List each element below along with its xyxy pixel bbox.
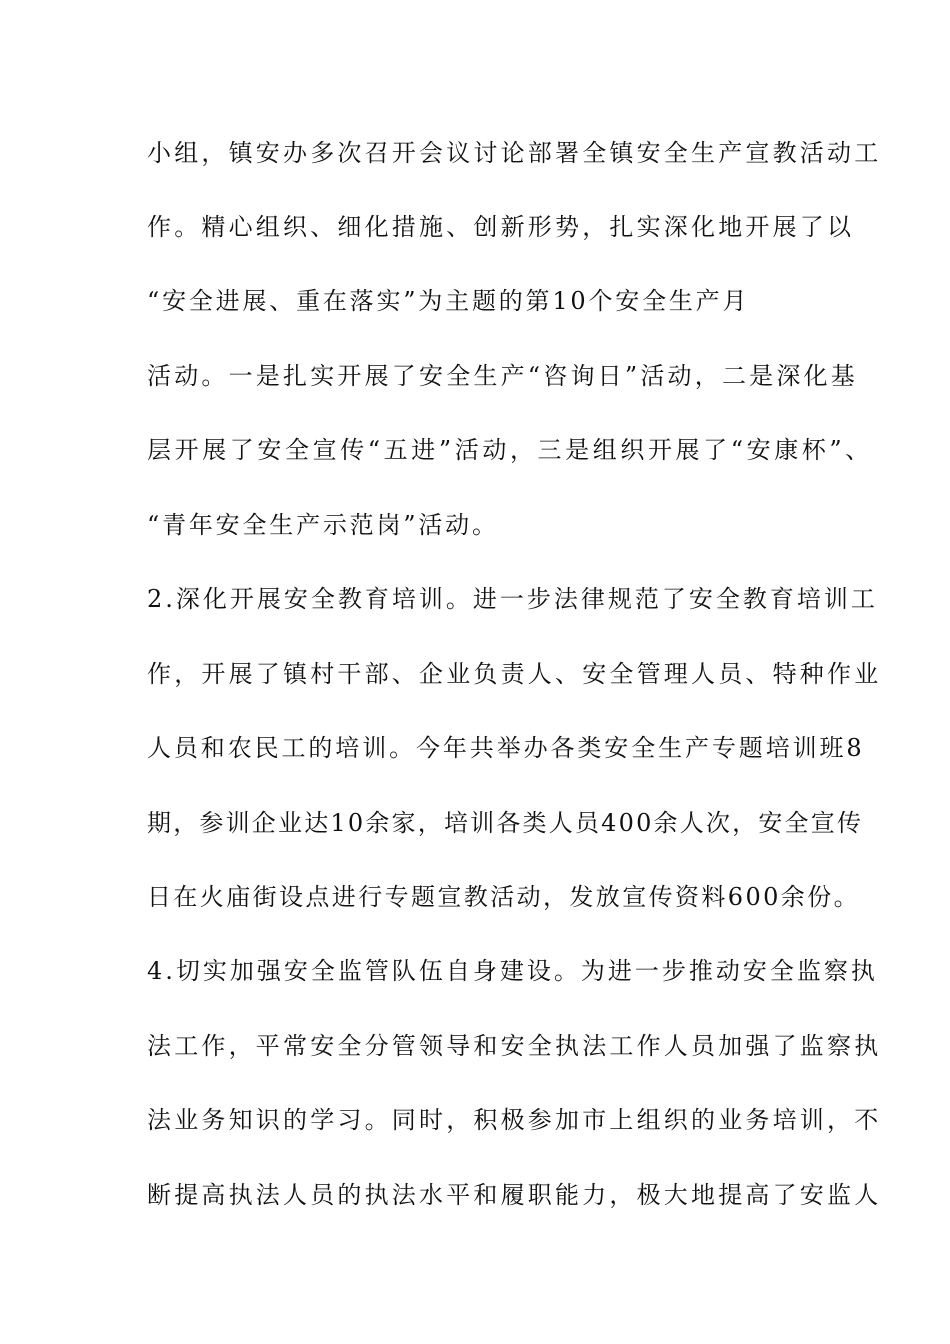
text-line: 日在火庙街设点进行专题宣教活动，发放宣传资料600余份。 xyxy=(147,883,861,911)
text-line: 4.切实加强安全监管队伍自身建设。为进一步推动安全监察执 xyxy=(147,957,878,985)
text-line: “安全进展、重在落实”为主题的第10个安全生产月 xyxy=(147,287,750,315)
text-line: 作。精心组织、细化措施、创新形势，扎实深化地开展了以 xyxy=(147,213,855,241)
text-line: 人员和农民工的培训。今年共举办各类安全生产专题培训班8 xyxy=(147,734,865,762)
text-line: 层开展了安全宣传“五进”活动，三是组织开展了“安康杯”、 xyxy=(147,436,873,464)
text-line: “青年安全生产示范岗”活动。 xyxy=(147,511,499,539)
text-line: 活动。一是扎实开展了安全生产“咨询日”活动，二是深化基 xyxy=(147,362,858,390)
text-line: 法业务知识的学习。同时，积极参加市上组织的业务培训，不 xyxy=(147,1106,882,1134)
text-line: 期，参训企业达10余家，培训各类人员400余人次，安全宣传 xyxy=(147,809,864,837)
text-line: 2.深化开展安全教育培训。进一步法律规范了安全教育培训工 xyxy=(147,585,878,613)
text-line: 作，开展了镇村干部、企业负责人、安全管理人员、特种作业 xyxy=(147,660,882,688)
text-line: 小组，镇安办多次召开会议讨论部署全镇安全生产宣教活动工 xyxy=(147,139,882,167)
text-line: 断提高执法人员的执法水平和履职能力，极大地提高了安监人 xyxy=(147,1181,882,1209)
text-line: 法工作，平常安全分管领导和安全执法工作人员加强了监察执 xyxy=(147,1032,882,1060)
